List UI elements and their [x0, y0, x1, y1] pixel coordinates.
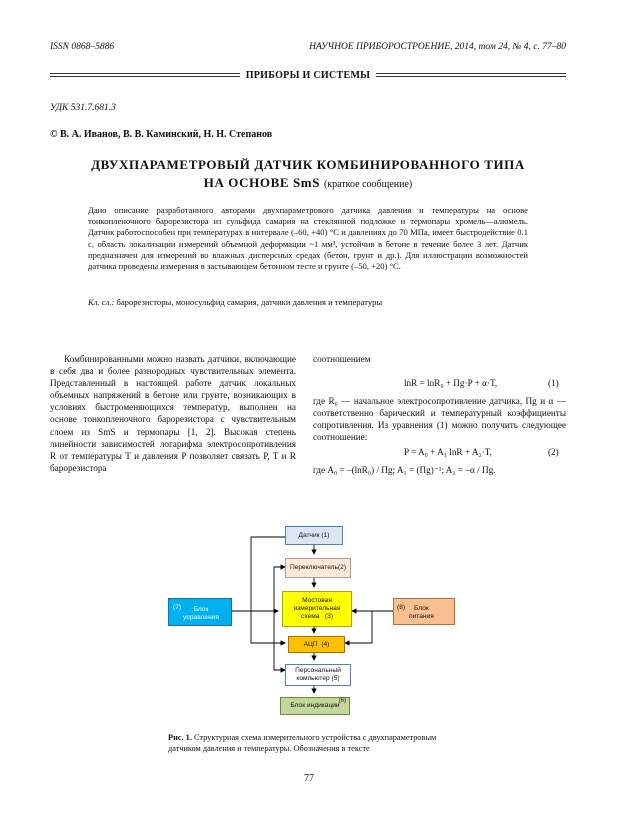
paper-title-note: (краткое сообщение) — [323, 179, 413, 190]
left-column-text: Комбинированными можно назвать датчики, включающие в себя два и более разнородных чувствительных элемента. Представленный в настоящей работе датчик локальных объемных напряжений в бетоне или грунте, возникающих в условиях быстроменяющихся температур, выполнен на основе тонкопленочного барорезистора с чувствительным слоем из SmS и термопары [1, 2]. Высокая степень линейности зависимостей логарифма электросопротивления R от температуры T и давления P позволяет связать P, T и R барорезистора — [50, 354, 296, 473]
figure-caption-label: Рис. 1. — [168, 733, 192, 742]
block-power-label — [409, 605, 434, 621]
block-display-num: (6) — [338, 698, 346, 704]
block-pc-num: (5) — [331, 675, 340, 682]
authors: © В. А. Иванов, В. В. Каминский, Н. Н. Степанов — [50, 129, 273, 140]
block-pc — [285, 664, 351, 686]
line-sensor-adc-bypass — [251, 537, 285, 643]
issn: ISSN 0868–5886 — [50, 42, 115, 52]
block-bridge — [282, 591, 352, 627]
block-bridge-line3-wrap — [301, 613, 333, 621]
block-power-line2: питания — [409, 613, 434, 620]
block-bridge-num: (3) — [324, 613, 333, 620]
keywords-text: барорезисторы, моносульфид самария, датчики давления и температуры — [114, 297, 383, 307]
udk-code: УДК 531.7.681.3 — [50, 103, 116, 113]
figure-caption — [168, 732, 458, 754]
right-column-intro: соотношением — [313, 354, 371, 364]
block-adc-label: АЦП — [303, 640, 318, 648]
block-pc-line2-wrap — [296, 675, 339, 683]
figure-caption-text: Структурная схема измерительного устройства с двухпараметровым датчиком давления и температуры. Обозначения в тексте — [168, 733, 437, 753]
page-number: 77 — [304, 773, 314, 784]
equation-1: lnR = lnR₀ + Пg·P + α·T, — [404, 378, 498, 388]
block-switch — [285, 558, 351, 578]
right-column-coefficients: где A₀ = –(lnR₀) / Пg; A₁ = (Пg)⁻¹; A₂ = –α / Пg. — [313, 465, 496, 475]
block-control-line2: управления — [183, 614, 219, 621]
block-control-line1: Блок — [193, 606, 209, 613]
journal-reference: НАУЧНОЕ ПРИБОРОСТРОЕНИЕ, 2014, том 24, № 4, с. 77–80 — [309, 42, 566, 52]
block-display — [280, 697, 350, 715]
block-adc — [288, 636, 345, 653]
block-display-label: Блок индикации — [290, 702, 340, 709]
block-adc-num: (4) — [321, 640, 330, 648]
block-sensor — [285, 526, 343, 545]
block-bridge-line2: измерительная — [293, 605, 341, 612]
block-switch-label: Переключатель — [289, 564, 338, 571]
block-sensor-num: (1) — [321, 531, 330, 539]
block-control — [168, 598, 232, 626]
block-power-line1: Блок — [414, 605, 429, 612]
block-power-num: (8) — [397, 604, 406, 611]
right-column-explanation: где R₀ — начальное электросопротивление датчика, Пg и α — соответственно барический и температурный коэффициенты сопротивления. Из уравнения (1) можно получить следующее соотношение: — [313, 396, 566, 443]
block-pc-line1: Персональный — [295, 667, 341, 674]
equation-2: P = A₀ + A₁ lnR + A₂·T, — [404, 447, 492, 457]
section-title: ПРИБОРЫ И СИСТЕМЫ — [245, 69, 371, 81]
block-control-label — [183, 606, 219, 622]
equation-1-number: (1) — [548, 378, 559, 388]
abstract: Дано описание разработанного авторами двухпараметрового датчика давления и температуры на основе тонкопленочного барорезистора из сульфида самария на стеклянной подложке и термопары хромель—алюмель. Датчик работоспособен при температурах в интервале (–60, +40) °С и давлениях до 70 МПа, имеет быстродействие 0.1 с, область локализации измерений объемной деформации ~1 мм³, устойчив в бетоне в течение более 3 лет. Датчик предназначен для измерений во влажных дисперсных средах (бетон, грунт и др.). Для иллюстрации возможностей датчика проведены измерения в застывающем бетонном тесте и грунте (–50, +20) °С. — [88, 205, 528, 272]
paper-title-line2-text: НА ОСНОВЕ SmS — [203, 175, 321, 190]
paper-title-line1: ДВУХПАРАМЕТРОВЫЙ ДАТЧИК КОМБИНИРОВАННОГО ТИПА — [91, 157, 525, 172]
block-bridge-line3: схема — [301, 613, 320, 620]
block-power — [393, 598, 455, 625]
block-control-num: (7) — [173, 604, 182, 611]
block-switch-num: (2) — [337, 564, 347, 571]
block-pc-line2: компьютер — [296, 675, 330, 682]
block-bridge-line1: Мостовая — [302, 597, 332, 604]
keywords-label: Кл. сл.: — [88, 297, 115, 307]
block-sensor-label: Датчик — [298, 531, 320, 539]
equation-2-number: (2) — [548, 447, 559, 457]
